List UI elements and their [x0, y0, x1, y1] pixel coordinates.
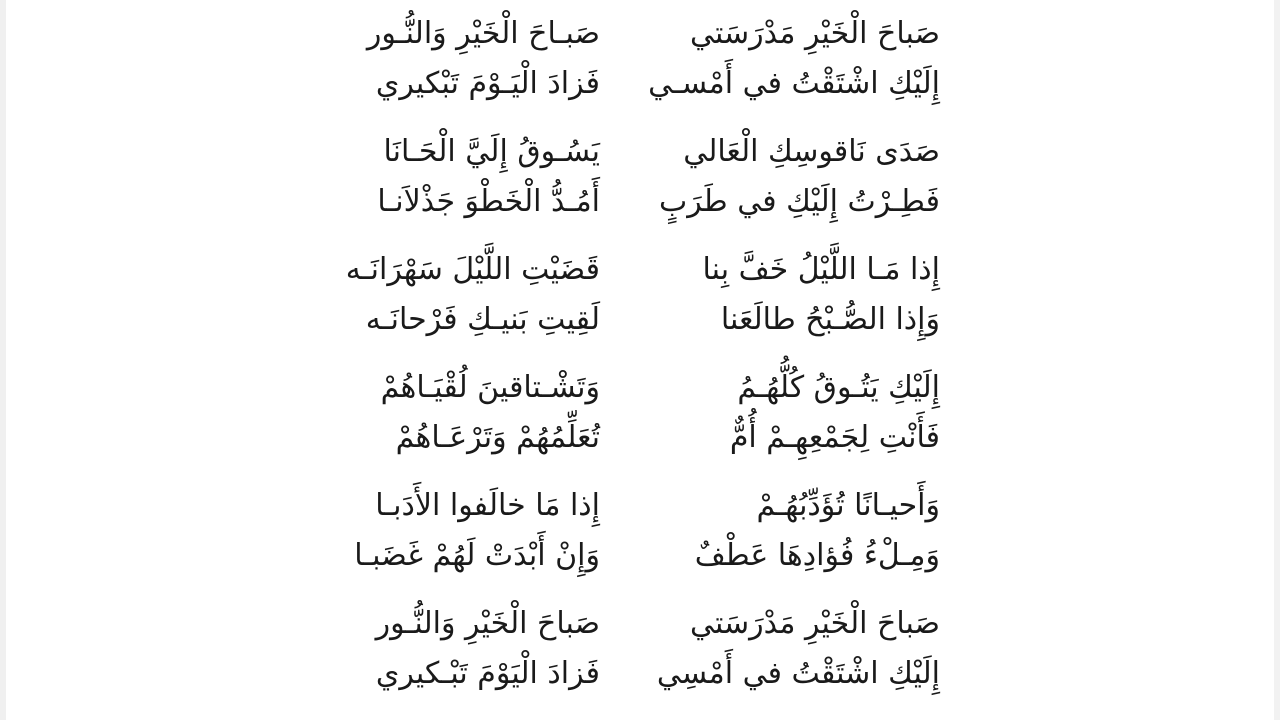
stanza-2	[300, 126, 940, 244]
first-hemistich: صَباحَ الْخَيْرِ مَدْرَسَتي	[689, 605, 940, 641]
stanza-1	[300, 8, 940, 126]
stanza-4	[300, 362, 940, 480]
first-hemistich: صَباحَ الْخَيْرِ مَدْرَسَتي	[689, 15, 940, 51]
poem	[300, 0, 940, 720]
verse-line	[300, 362, 940, 412]
second-hemistich: فَزادَ الْيَـوْمَ تَبْكيري	[375, 65, 600, 101]
second-hemistich: وَتَشْـتاقينَ لُقْيَـاهُمْ	[380, 369, 600, 405]
first-hemistich: إِلَيْكِ اشْتَقْتُ في أَمْسـي	[648, 65, 940, 101]
first-hemistich: وَأَحيـانًا تُؤَدِّبُهُـمْ	[756, 487, 940, 523]
first-hemistich: وَإِذا الصُّـبْحُ طالَعَنا	[720, 301, 940, 337]
verse-line	[300, 598, 940, 648]
first-hemistich: إِلَيْكِ اشْتَقْتُ في أَمْسِي	[656, 655, 940, 691]
verse-line	[300, 126, 940, 176]
second-hemistich: وَإِنْ أَبْدَتْ لَهُمْ غَضَبـا	[354, 537, 600, 573]
verse-line	[300, 176, 940, 226]
verse-line	[300, 294, 940, 344]
verse-line	[300, 480, 940, 530]
first-hemistich: وَمِـلْءُ فُؤادِهَا عَطْفٌ	[694, 537, 940, 573]
stanza-5	[300, 480, 940, 598]
stanza-6	[300, 598, 940, 716]
verse-line	[300, 58, 940, 108]
second-hemistich: صَباحَ الْخَيْرِ وَالنُّـور	[375, 605, 600, 641]
verse-line	[300, 244, 940, 294]
second-hemistich: إِذا مَا خالَفوا الأَدَبـا	[375, 487, 600, 523]
first-hemistich: فَأَنْتِ لِجَمْعِهِـمْ أُمٌّ	[729, 419, 940, 455]
verse-line	[300, 648, 940, 698]
verse-line	[300, 8, 940, 58]
second-hemistich: فَزادَ الْيَوْمَ تَبْـكيري	[375, 655, 600, 691]
second-hemistich: أَمُـدُّ الْخَطْوَ جَذْلاَنـا	[377, 183, 600, 219]
first-hemistich: إِلَيْكِ يَتُـوقُ كُلُّهُـمُ	[737, 369, 940, 405]
second-hemistich: يَسُـوقُ إِلَيَّ الْحَـانَا	[383, 133, 600, 169]
first-hemistich: إِذا مَـا اللَّيْلُ خَفَّ بِنا	[702, 251, 940, 287]
first-hemistich: صَدَى نَاقوسِكِ الْعَالي	[683, 133, 940, 169]
second-hemistich: لَقِيتِ بَنيـكِ فَرْحانَـه	[365, 301, 600, 337]
stanza-3	[300, 244, 940, 362]
verse-line	[300, 530, 940, 580]
second-hemistich: صَبـاحَ الْخَيْرِ وَالنُّـور	[366, 15, 600, 51]
second-hemistich: تُعَلِّمُهُمْ وَتَرْعَـاهُمْ	[395, 419, 600, 455]
page-edge-left	[0, 0, 6, 720]
first-hemistich: فَطِـرْتُ إِلَيْكِ في طَرَبٍ	[659, 183, 940, 219]
verse-line	[300, 412, 940, 462]
second-hemistich: قَضَيْتِ اللَّيْلَ سَهْرَانَـه	[345, 251, 600, 287]
page-edge-right	[1274, 0, 1280, 720]
